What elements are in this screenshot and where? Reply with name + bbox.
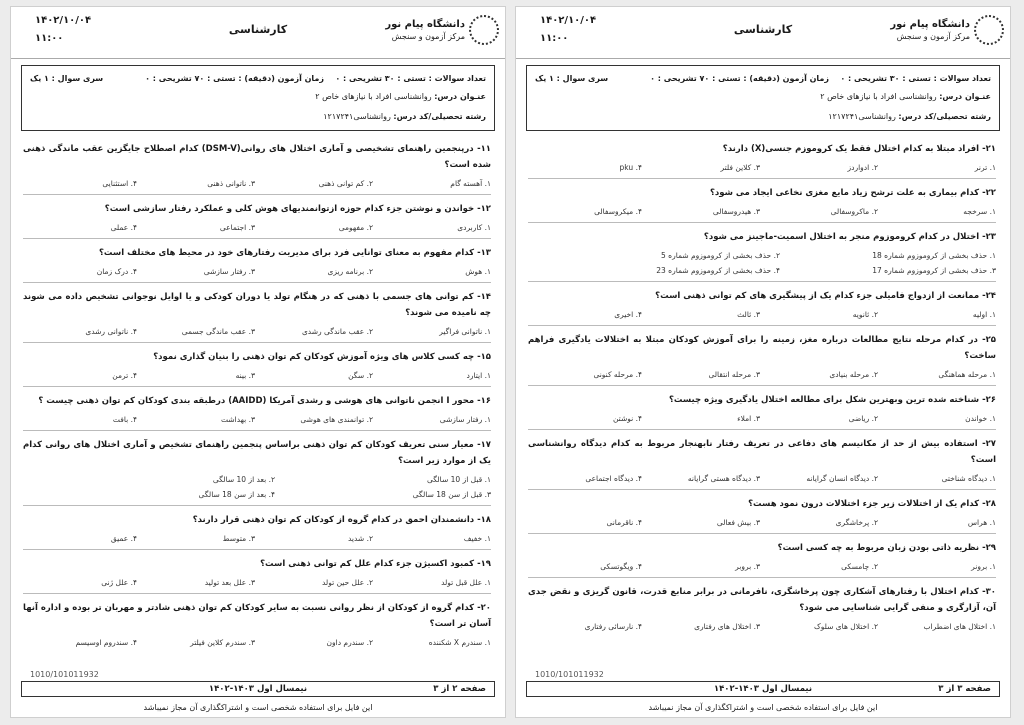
question-text: شناخته شده ترین وبهترین شکل برای مطالعه اختلال یادگیری ویژه چیست؟ — [668, 395, 980, 405]
answer-options — [23, 267, 491, 276]
question-number: ۱۹- — [477, 559, 491, 569]
answer-option[interactable]: ۲. بعد از 10 سالگی — [212, 475, 275, 484]
course-title-value: روانشناسی افراد با نیازهای خاص ۲ — [315, 92, 435, 101]
answer-option[interactable]: ۲. سندرم داون — [326, 638, 373, 647]
answer-option[interactable]: ۴. مرحله کنونی — [593, 370, 642, 379]
answer-option[interactable]: ۴. ویگوتسکی — [600, 562, 642, 571]
answer-option[interactable]: ۱. حذف بخشی از کروموزوم شماره 18 — [872, 251, 996, 260]
answer-option[interactable]: ۳. بروبر — [735, 562, 760, 571]
question-number: ۱۷- — [477, 440, 491, 450]
answer-option[interactable]: ۲. حذف بخشی از کروموزوم شماره 5 — [661, 251, 780, 260]
university-name: دانشگاه پیام نور — [385, 19, 465, 30]
answer-option[interactable]: ۳. حذف بخشی از کروموزوم شماره 17 — [872, 266, 996, 275]
exam-info-box — [526, 65, 1000, 131]
question-number: ۲۵- — [982, 335, 996, 345]
question-number: ۲۰- — [477, 603, 491, 613]
answer-options — [528, 474, 996, 483]
answer-option[interactable]: ۱. هوش — [465, 267, 491, 276]
question-item — [23, 201, 491, 239]
question-item — [528, 288, 996, 326]
question-number: ۲۳- — [982, 232, 996, 242]
question-item — [528, 332, 996, 386]
question-text: کدام یک از اختلالات زیر جزء اختلالات درون نمود هست؟ — [748, 499, 980, 509]
question-item — [23, 437, 491, 506]
course-title-label: عنـوان درس: — [939, 92, 991, 101]
question-item — [23, 289, 491, 343]
question-text: کدام بیماری به علت ترشح زیاد مایع مغزی نخاعی ایجاد می شود؟ — [709, 188, 980, 198]
question-text-row — [23, 141, 491, 173]
answer-option[interactable]: ۲. شدید — [347, 534, 373, 543]
question-number: ۱۳- — [477, 248, 491, 258]
answer-option[interactable]: ۲. اختلال های سلوک — [814, 622, 878, 631]
question-item — [23, 141, 491, 195]
answer-options — [528, 370, 996, 379]
answer-option[interactable]: ۴. علل ژنی — [101, 578, 137, 587]
answer-option[interactable]: ۴. ناقرمانی — [606, 518, 642, 527]
answer-option[interactable]: ۱. دیدگاه شناختی — [941, 474, 996, 483]
question-item — [23, 349, 491, 387]
semester: نیمسال اول ۱۴۰۳-۱۴۰۲ — [713, 684, 813, 694]
question-text-row — [528, 288, 996, 304]
answer-options — [23, 534, 491, 543]
answer-option[interactable]: ۲. ادواردز — [847, 163, 878, 172]
university-name: دانشگاه پیام نور — [890, 19, 970, 30]
question-item — [23, 512, 491, 550]
question-number: ۲۴- — [982, 291, 996, 301]
answer-options — [23, 179, 491, 188]
copyright-note: این فایل برای استفاده شخصی است و اشتراکگذاری آن مجاز نمیباشد — [143, 703, 373, 712]
answer-option[interactable]: ۲. توانمندی های هوشی — [300, 415, 373, 424]
answer-option[interactable]: ۴. بعد از سن 18 سالگی — [198, 490, 275, 499]
question-list — [11, 131, 505, 653]
question-series: سری سوال : ۱ یک — [30, 74, 104, 83]
answer-option[interactable]: ۳. ناتوانی ذهنی — [207, 179, 255, 188]
semester: نیمسال اول ۱۴۰۳-۱۴۰۲ — [208, 684, 308, 694]
answer-option[interactable]: ۳. اختلال های رفتاری — [694, 622, 760, 631]
question-item — [23, 600, 491, 653]
question-number: ۱۱- — [477, 144, 491, 154]
answer-option[interactable]: ۳. مرحله انتقالی — [708, 370, 760, 379]
answer-option[interactable]: ۴. میکروسفالی — [594, 207, 642, 216]
question-text-row — [23, 245, 491, 261]
answer-option[interactable]: ۳. اجتماعی — [219, 223, 255, 232]
answer-option[interactable]: ۲. چامسکی — [841, 562, 878, 571]
question-text-row — [528, 436, 996, 468]
answer-option[interactable]: ۳. دیدگاه هستی گرایانه — [687, 474, 760, 483]
page-footer — [526, 670, 1000, 697]
question-text: کدام گروه از کودکان از نظر روانی نسبت به سایر کودکان کم توان ذهنی شادتر و مهربان تر بوده و اداره آنها آسان تر است؟ — [23, 603, 491, 629]
question-number: ۲۲- — [982, 188, 996, 198]
answer-option[interactable]: ۳. ثالث — [737, 310, 760, 319]
answer-options — [23, 223, 491, 232]
answer-option[interactable]: ۲. مفهومی — [338, 223, 373, 232]
answer-option[interactable]: ۴. عملی — [110, 223, 137, 232]
answer-option[interactable]: ۱. اولیه — [972, 310, 996, 319]
question-text: افراد مبتلا به کدام اختلال فقط یک کروموزم جنسی(X) دارند؟ — [722, 144, 980, 154]
answer-option[interactable]: ۱. قبل از 10 سالگی — [427, 475, 491, 484]
answer-option[interactable]: ۱. رفتار سازشی — [439, 415, 491, 424]
degree-level: کارشناسی — [733, 23, 793, 36]
answer-option[interactable]: ۴. درک زمان — [96, 267, 137, 276]
degree-level: کارشناسی — [228, 23, 288, 36]
answer-option[interactable]: ۴. ناتوانی رشدی — [85, 327, 137, 336]
answer-option[interactable]: ۴. حذف بخشی از کروموزوم شماره 23 — [656, 266, 780, 275]
course-field-label: رشته تحصیلی/کد درس: — [393, 112, 486, 121]
question-text-row — [528, 584, 996, 616]
question-item — [23, 245, 491, 283]
page-header — [516, 7, 1010, 59]
question-text-row — [23, 600, 491, 632]
question-text-row — [528, 185, 996, 201]
question-number: ۲۹- — [982, 543, 996, 553]
exam-page-2 — [10, 6, 506, 718]
question-text: درپنجمین راهنمای تشخیصی و آماری اختلال های روانی(DSM-V) کدام اصطلاح جایگزین عقب ماندگی ذهنی شده است؟ — [23, 144, 491, 170]
answer-option[interactable]: ۳. بیش فعالی — [716, 518, 760, 527]
question-text-row — [23, 556, 491, 572]
question-text-row — [528, 496, 996, 512]
university-logo-icon — [974, 15, 1004, 45]
answer-options — [23, 415, 491, 424]
question-list — [516, 131, 1010, 637]
answer-options — [528, 207, 996, 216]
answer-options — [23, 327, 491, 336]
university-name-block — [890, 19, 970, 41]
exam-code: 1010/101011932 — [30, 670, 99, 679]
answer-option[interactable]: ۲. کم توانی ذهنی — [318, 179, 373, 188]
exam-code: 1010/101011932 — [535, 670, 604, 679]
page-number: صفحه ۲ از ۳ — [433, 684, 486, 694]
question-text: چه کسی کلاس های ویژه آموزش کودکان کم توان ذهنی را بنیان گذاری نمود؟ — [153, 352, 475, 362]
answer-options — [528, 622, 996, 631]
exam-duration: زمان آزمون (دقیقه) : تستی : ۷۰ تشریحی : ۰ — [650, 74, 829, 83]
answer-option[interactable]: ۴. اخیری — [614, 310, 642, 319]
page-footer — [21, 670, 495, 697]
course-title — [820, 92, 991, 101]
answer-options — [23, 638, 491, 647]
answer-option[interactable]: ۱. خفیف — [463, 534, 491, 543]
course-title — [315, 92, 486, 101]
question-number: ۲۸- — [982, 499, 996, 509]
answer-options — [23, 578, 491, 587]
question-series: سری سوال : ۱ یک — [535, 74, 609, 83]
exam-center: مرکز آزمون و سنجش — [896, 32, 970, 41]
answer-option[interactable]: ۴. نوشتن — [612, 414, 642, 423]
question-item — [528, 496, 996, 534]
answer-option[interactable]: ۱. برونر — [971, 562, 996, 571]
answer-options — [528, 562, 996, 571]
answer-option[interactable]: ۴. ترمن — [112, 371, 137, 380]
answer-option[interactable]: ۱. سندرم X شکننده — [428, 638, 491, 647]
exam-center: مرکز آزمون و سنجش — [391, 32, 465, 41]
question-number: ۲۷- — [982, 439, 996, 449]
answer-option[interactable]: ۲. پرخاشگری — [835, 518, 878, 527]
answer-option[interactable]: ۲. دیدگاه انسان گرایانه — [806, 474, 878, 483]
answer-option[interactable]: ۳. کلاین فلتر — [720, 163, 760, 172]
answer-option[interactable]: ۴. سندروم اوسیسم — [75, 638, 137, 647]
question-number: ۱۶- — [477, 396, 491, 406]
answer-option[interactable]: ۴. استثنایی — [102, 179, 137, 188]
university-logo-icon — [469, 15, 499, 45]
answer-options — [528, 414, 996, 423]
answer-options — [23, 371, 491, 380]
question-text: معیار سنی تعریف کودکان کم توان ذهنی براساس پنجمین راهنمای تشخیص و آماری اختلال های روانی کدام یک از موارد زیر است؟ — [23, 440, 491, 466]
answer-options — [528, 163, 996, 172]
question-text-row — [23, 201, 491, 217]
question-text: دانشمندان احمق در کدام گروه از کودکان کم توان ذهنی قرار دارند؟ — [192, 515, 475, 525]
answer-option[interactable]: ۳. قبل از سن 18 سالگی — [412, 490, 491, 499]
answer-option[interactable]: ۴. نارسائی رفتاری — [584, 622, 642, 631]
university-name-block — [385, 19, 465, 41]
exam-time: ۱۱:۰۰ — [540, 33, 569, 44]
answer-option[interactable]: ۳. املاء — [737, 414, 760, 423]
answer-option[interactable]: ۱. خواندن — [965, 414, 996, 423]
answer-option[interactable]: ۳. هیدروسفالی — [712, 207, 760, 216]
course-field-label: رشته تحصیلی/کد درس: — [898, 112, 991, 121]
answer-option[interactable]: ۲. عقب ماندگی رشدی — [301, 327, 373, 336]
answer-option[interactable]: ۳. سندرم کلاین فیلتر — [190, 638, 255, 647]
answer-option[interactable]: ۴. pku — [619, 163, 642, 172]
answer-option[interactable]: ۴. عمیق — [110, 534, 137, 543]
question-item — [528, 540, 996, 578]
copyright-note: این فایل برای استفاده شخصی است و اشتراکگذاری آن مجاز نمیباشد — [648, 703, 878, 712]
question-item — [23, 393, 491, 431]
question-text-row — [23, 393, 491, 409]
answer-option[interactable]: ۲. ماکروسفالی — [830, 207, 878, 216]
question-number: ۲۱- — [982, 144, 996, 154]
answer-option[interactable]: ۱. ترنر — [974, 163, 996, 172]
answer-option[interactable]: ۱. آهسته گام — [450, 179, 491, 188]
question-item — [528, 392, 996, 430]
question-number: ۱۸- — [477, 515, 491, 525]
answer-option[interactable]: ۳. رفتار سازشی — [203, 267, 255, 276]
exam-time: ۱۱:۰۰ — [35, 33, 64, 44]
question-item — [528, 185, 996, 223]
question-item — [23, 556, 491, 594]
exam-info-box — [21, 65, 495, 131]
exam-date: ۱۴۰۲/۱۰/۰۴ — [540, 15, 597, 26]
answer-option[interactable]: ۱. ایتارد — [466, 371, 491, 380]
question-text-row — [528, 332, 996, 364]
answer-option[interactable]: ۳. عقب ماندگی جسمی — [181, 327, 255, 336]
page-number: صفحه ۳ از ۳ — [938, 684, 991, 694]
question-text-row — [23, 349, 491, 365]
question-text-row — [23, 512, 491, 528]
question-text: در کدام مرحله نتایج مطالعات درباره مغز، زمینه را برای آموزش کودکان مبتلا به اختلالات یادگیری فراهم ساخت؟ — [528, 335, 996, 361]
course-field — [323, 112, 486, 121]
question-item — [528, 141, 996, 179]
question-text-row — [528, 141, 996, 157]
page-header — [11, 7, 505, 59]
answer-option[interactable]: ۲. برنامه ریزی — [327, 267, 373, 276]
question-number: ۱۴- — [477, 292, 491, 302]
answer-option[interactable]: ۲. ثانویه — [852, 310, 878, 319]
exam-page-3 — [515, 6, 1011, 718]
answer-option[interactable]: ۱. کاربردی — [457, 223, 491, 232]
question-text: استفاده بیش از حد از مکانیسم های دفاعی در تعریف رفتار نابهنجار مربوط به کدام دیدگاه روانشناسی است؟ — [528, 439, 996, 465]
question-number: ۱۲- — [477, 204, 491, 214]
answer-options — [528, 251, 996, 275]
answer-option[interactable]: ۳. علل بعد تولید — [204, 578, 255, 587]
question-text: کدام مفهوم به معنای توانایی فرد برای مدیریت رفتارهای خود در محیط های مختلف است؟ — [98, 248, 475, 258]
answer-option[interactable]: ۳. بهداشت — [220, 415, 255, 424]
question-text-row — [23, 437, 491, 469]
answer-option[interactable]: ۱. علل قبل تولد — [441, 578, 491, 587]
question-number: ۱۵- — [477, 352, 491, 362]
question-text-row — [528, 540, 996, 556]
answer-option[interactable]: ۴. دیدگاه اجتماعی — [585, 474, 642, 483]
answer-option[interactable]: ۳. بینه — [235, 371, 255, 380]
question-count: تعداد سوالات : تستی : ۳۰ تشریحی : ۰ — [335, 74, 486, 83]
answer-option[interactable]: ۱. اختلال های اضطراب — [923, 622, 996, 631]
answer-option[interactable]: ۲. سگن — [348, 371, 373, 380]
question-number: ۳۰- — [982, 587, 996, 597]
course-field-value: روانشناسی۱۲۱۷۲۴۱ — [323, 112, 394, 121]
exam-duration: زمان آزمون (دقیقه) : تستی : ۷۰ تشریحی : ۰ — [145, 74, 324, 83]
answer-option[interactable]: ۲. ریاضی — [848, 414, 878, 423]
answer-option[interactable]: ۱. سرخجه — [963, 207, 996, 216]
question-text: محور I انجمن ناتوانی های هوشی و رشدی آمریکا (AAIDD) درطبقه بندی کودکان کم توان ذهنی چیست ؟ — [38, 396, 475, 406]
question-text: کم توانی های جسمی با ذهنی که در هنگام تولد یا دوران کودکی و یا اوایل نوجوانی تشخیص داده می شوند چه نامیده می شوند؟ — [23, 292, 491, 318]
question-text-row — [528, 229, 996, 245]
answer-option[interactable]: ۳. متوسط — [222, 534, 255, 543]
answer-option[interactable]: ۱. ناتوانی فراگیر — [439, 327, 491, 336]
question-text: خواندن و نوشتن جزء کدام حوزه ازتوانمندیهای هوش کلی و عملکرد رفتار سازشی است؟ — [104, 204, 475, 214]
question-item — [528, 229, 996, 282]
answer-option[interactable]: ۱. مرحله هماهنگی — [938, 370, 996, 379]
question-text: کمبود اکسیژن جزء کدام علل کم توانی ذهنی است؟ — [260, 559, 475, 569]
question-count: تعداد سوالات : تستی : ۳۰ تشریحی : ۰ — [840, 74, 991, 83]
answer-options — [23, 475, 491, 499]
question-number: ۲۶- — [982, 395, 996, 405]
question-text: اختلال در کدام کروموزوم منجر به اختلال اسمیت-ماجینز می شود؟ — [703, 232, 980, 242]
course-field — [828, 112, 991, 121]
course-title-label: عنـوان درس: — [434, 92, 486, 101]
answer-option[interactable]: ۲. مرحله بنیادی — [829, 370, 878, 379]
question-text-row — [23, 289, 491, 321]
answer-option[interactable]: ۴. بافت — [112, 415, 137, 424]
answer-option[interactable]: ۲. علل حین تولد — [322, 578, 373, 587]
question-text: ممانعت از ازدواج فامیلی جزء کدام یک از پیشگیری های کم توانی ذهنی است؟ — [655, 291, 980, 301]
answer-options — [528, 310, 996, 319]
question-item — [528, 584, 996, 637]
answer-options — [528, 518, 996, 527]
course-field-value: روانشناسی۱۲۱۷۲۴۱ — [828, 112, 899, 121]
question-text: نظریه ذاتی بودن زبان مربوط به چه کسی است؟ — [777, 543, 980, 553]
exam-date: ۱۴۰۲/۱۰/۰۴ — [35, 15, 92, 26]
question-text-row — [528, 392, 996, 408]
answer-option[interactable]: ۱. هراس — [967, 518, 996, 527]
course-title-value: روانشناسی افراد با نیازهای خاص ۲ — [820, 92, 940, 101]
question-text: کدام اختلال با رفتارهای آشکاری چون پرخاشگری، نافرمانی در برابر منابع قدرت، قانون گریزی و نقض جدی آن، آزارگری و منفی گرایی شناسایی می شود؟ — [528, 587, 996, 613]
question-item — [528, 436, 996, 490]
